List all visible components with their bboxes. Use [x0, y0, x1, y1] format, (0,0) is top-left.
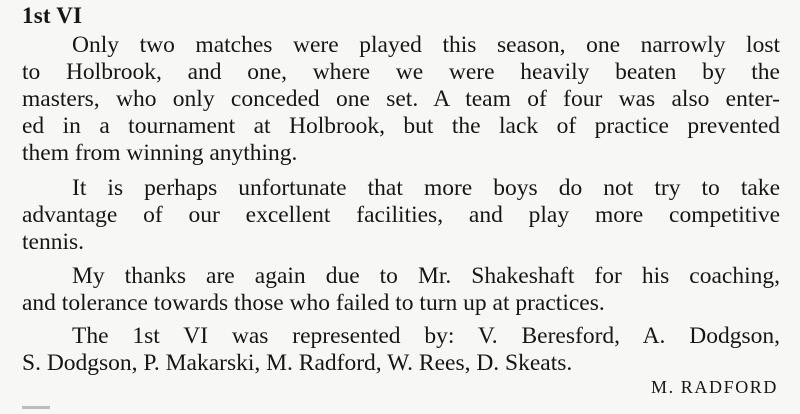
paragraph-line: masters, who only conceded one set. A team of four was also enter- — [22, 86, 780, 112]
paragraph-line: Only two matches were played this season, one narrowly lost — [72, 32, 780, 58]
page-edge-mark — [22, 406, 50, 409]
paragraph-line: tennis. — [22, 229, 85, 255]
paragraph-line: advantage of our excellent facilities, and play more competitive — [22, 202, 780, 228]
section-heading: 1st VI — [22, 3, 83, 28]
paragraph-line: to Holbrook, and one, where we were heavily beaten by the — [22, 59, 780, 85]
paragraph-line: The 1st VI was represented by: V. Beresford, A. Dodgson, — [72, 323, 780, 349]
paragraph-line: S. Dodgson, P. Makarski, M. Radford, W. Rees, D. Skeats. — [22, 350, 573, 376]
paragraph-line: ed in a tournament at Holbrook, but the lack of practice prevented — [22, 113, 780, 139]
author-signature: M. RADFORD — [650, 377, 778, 397]
paragraph-line: and tolerance towards those who failed to turn up at practices. — [22, 290, 605, 316]
paragraph-line: them from winning anything. — [22, 140, 298, 166]
paragraph-line: My thanks are again due to Mr. Shakeshaft for his coaching, — [72, 263, 780, 289]
paragraph-line: It is perhaps unfortunate that more boys do not try to take — [72, 175, 780, 201]
